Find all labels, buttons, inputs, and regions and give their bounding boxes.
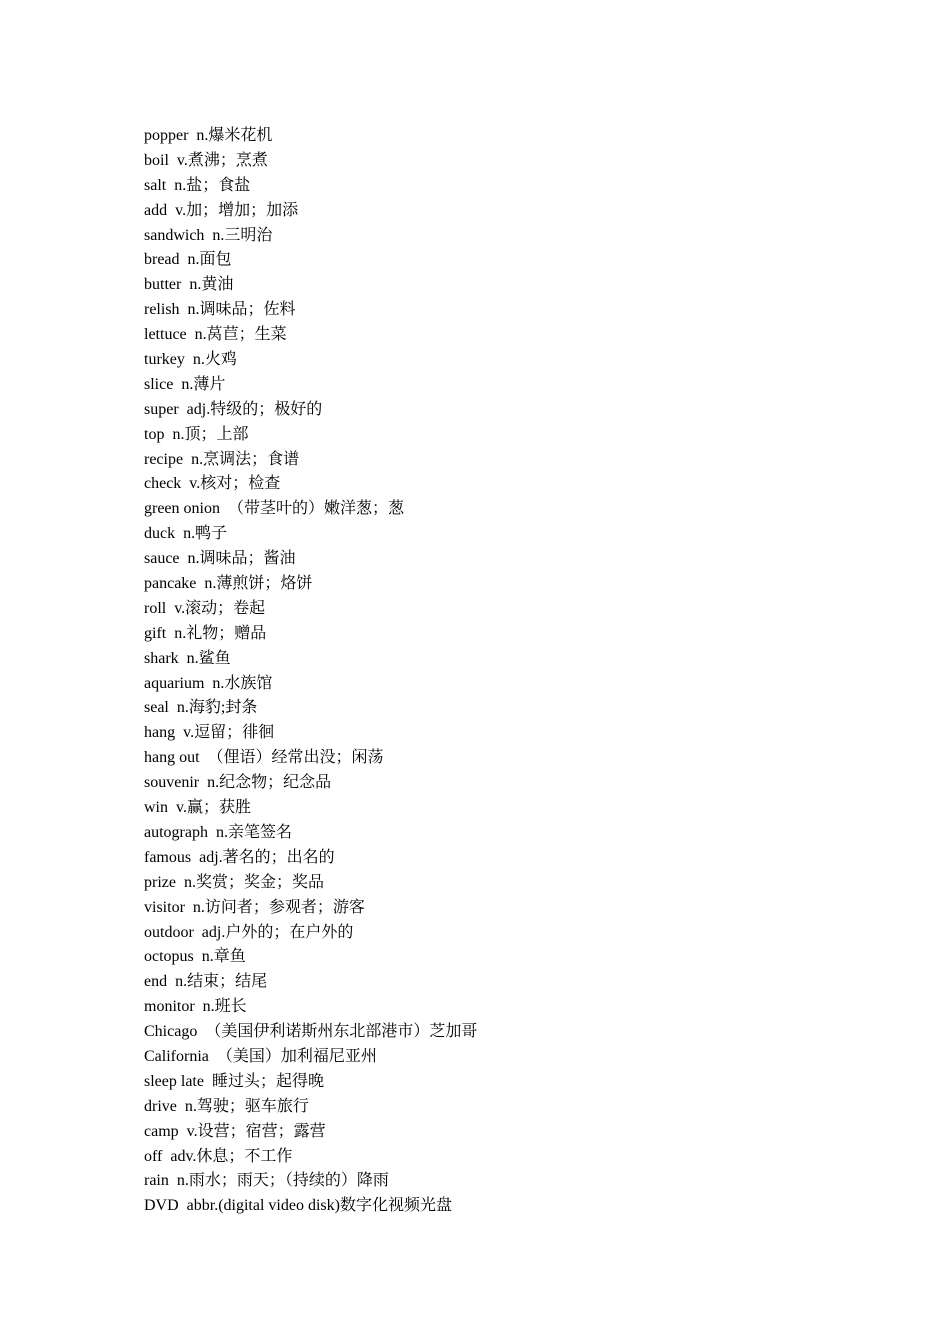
vocab-entry: pancake n.薄煎饼；烙饼 bbox=[144, 575, 313, 593]
vocab-entry: sandwich n.三明治 bbox=[144, 226, 273, 244]
vocab-entry: top n.顶；上部 bbox=[144, 425, 249, 443]
vocab-entry: autograph n.亲笔签名 bbox=[144, 823, 292, 841]
vocab-entry: slice n.薄片 bbox=[144, 375, 226, 393]
vocab-entry: visitor n.访问者；参观者；游客 bbox=[144, 898, 365, 916]
vocab-entry: hang out （俚语）经常出没；闲荡 bbox=[144, 749, 384, 767]
vocab-entry: monitor n.班长 bbox=[144, 998, 247, 1016]
vocab-entry: outdoor adj.户外的；在户外的 bbox=[144, 923, 354, 941]
vocab-entry: super adj.特级的；极好的 bbox=[144, 400, 323, 418]
vocab-entry: add v.加；增加；加添 bbox=[144, 201, 299, 219]
vocab-entry: end n.结束；结尾 bbox=[144, 973, 268, 991]
vocab-entry: sleep late 睡过头；起得晚 bbox=[144, 1072, 324, 1090]
vocab-entry: aquarium n.水族馆 bbox=[144, 674, 273, 692]
vocab-entry: boil v.煮沸；烹煮 bbox=[144, 151, 268, 169]
vocab-entry: relish n.调味品；佐料 bbox=[144, 301, 296, 319]
vocab-entry: shark n.鲨鱼 bbox=[144, 649, 231, 667]
vocab-entry: turkey n.火鸡 bbox=[144, 351, 237, 369]
vocab-entry: win v.赢；获胜 bbox=[144, 799, 251, 817]
vocab-entry: duck n.鸭子 bbox=[144, 525, 228, 543]
vocab-entry: drive n.驾驶；驱车旅行 bbox=[144, 1097, 309, 1115]
vocab-entry: seal n.海豹;封条 bbox=[144, 699, 258, 717]
vocab-entry: famous adj.著名的；出名的 bbox=[144, 848, 335, 866]
vocab-entry: salt n.盐；食盐 bbox=[144, 176, 251, 194]
vocab-entry: roll v.滚动；卷起 bbox=[144, 599, 266, 617]
vocab-entry: sauce n.调味品；酱油 bbox=[144, 550, 296, 568]
vocab-entry: octopus n.章鱼 bbox=[144, 948, 246, 966]
vocab-entry: rain n.雨水；雨天；（持续的）降雨 bbox=[144, 1172, 389, 1190]
vocab-entry: check v.核对；检查 bbox=[144, 475, 281, 493]
vocab-entry: hang v.逗留；徘徊 bbox=[144, 724, 275, 742]
vocab-entry: popper n.爆米花机 bbox=[144, 127, 273, 144]
vocab-entry: camp v.设营；宿营；露营 bbox=[144, 1122, 326, 1140]
vocab-entry: off adv.休息；不工作 bbox=[144, 1147, 293, 1165]
vocabulary-list bbox=[144, 124, 477, 1219]
vocab-entry: gift n.礼物；赠品 bbox=[144, 624, 267, 642]
vocab-entry: California （美国）加利福尼亚州 bbox=[144, 1047, 377, 1065]
vocab-entry: Chicago （美国伊利诺斯州东北部港市）芝加哥 bbox=[144, 1023, 478, 1041]
vocab-entry: bread n.面包 bbox=[144, 251, 232, 269]
vocab-entry: lettuce n.莴苣；生菜 bbox=[144, 326, 287, 344]
vocab-entry: butter n.黄油 bbox=[144, 276, 234, 294]
vocab-entry: prize n.奖赏；奖金；奖品 bbox=[144, 873, 324, 891]
vocab-entry: green onion （带茎叶的）嫩洋葱；葱 bbox=[144, 500, 404, 518]
vocab-entry: souvenir n.纪念物；纪念品 bbox=[144, 774, 332, 792]
vocab-entry: recipe n.烹调法；食谱 bbox=[144, 450, 300, 468]
vocab-entry: DVD abbr.(digital video disk)数字化视频光盘 bbox=[144, 1197, 452, 1215]
